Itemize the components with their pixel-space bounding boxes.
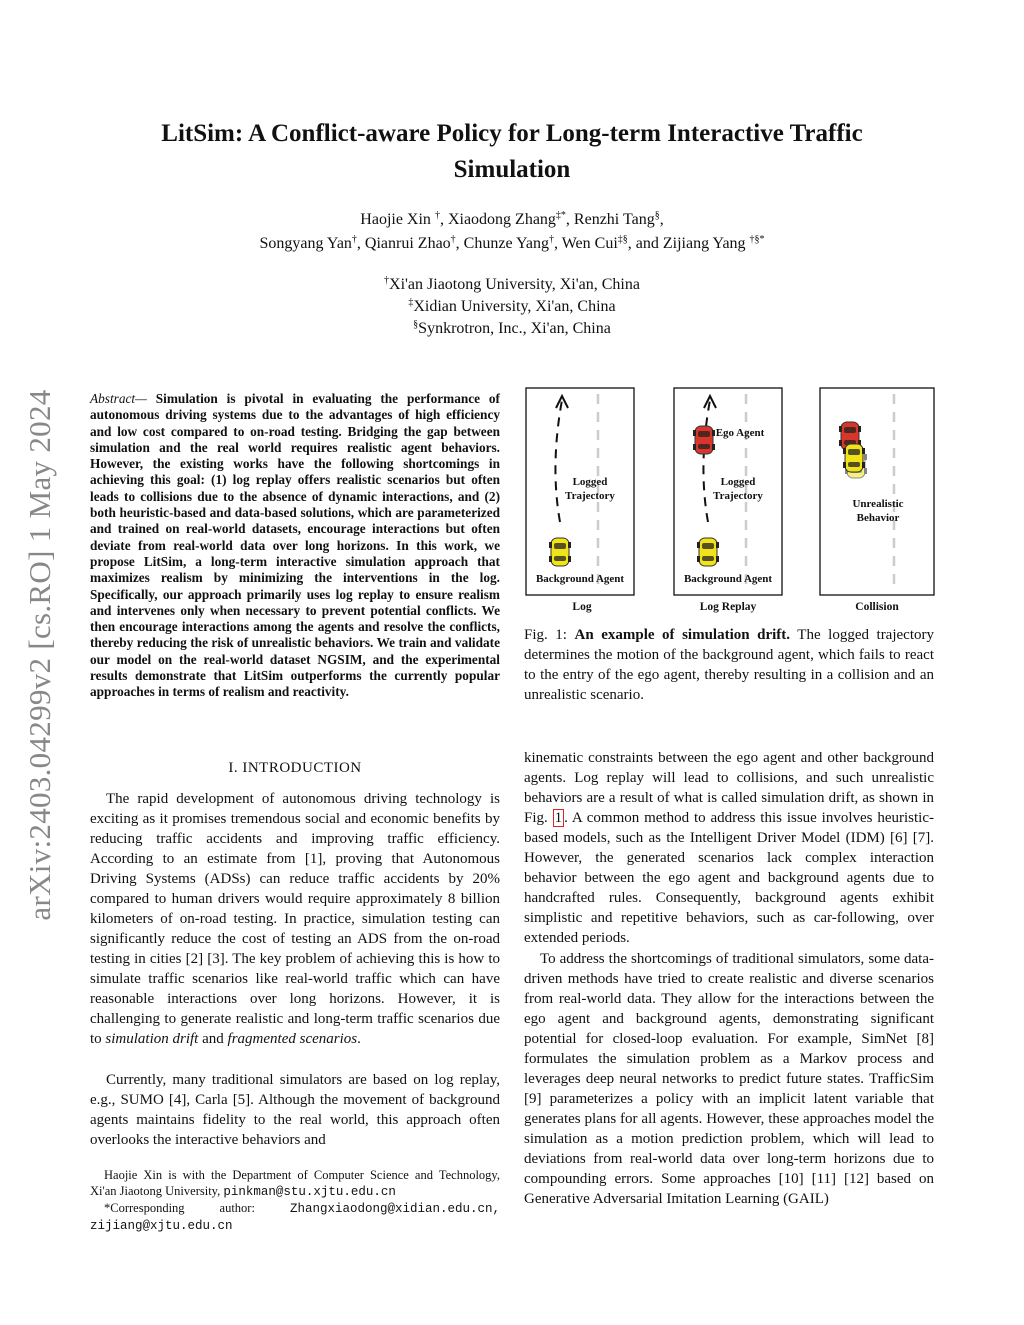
caption-label: Fig. 1: <box>524 627 575 643</box>
figure-1 <box>524 386 936 618</box>
panel-log <box>526 388 634 613</box>
footnotes <box>90 1167 500 1234</box>
emphasis: fragmented scenarios <box>227 1031 358 1047</box>
paper-title <box>110 116 914 188</box>
author-mark: † <box>450 234 456 245</box>
author-mark: † <box>351 234 357 245</box>
footnote-text: Haojie Xin is with the Department of Computer Science and Technology, Xi'an Jiaotong University, <box>90 1168 500 1198</box>
caption-title: An example of simulation drift. <box>574 627 791 643</box>
affil-text: Xidian University, Xi'an, China <box>413 298 616 315</box>
author-mark: § <box>654 210 660 221</box>
affiliation <box>110 296 914 318</box>
unrealistic-label: Behavior <box>856 512 900 524</box>
email-link[interactable]: pinkman@stu.xjtu.edu.cn <box>223 1185 396 1199</box>
section-heading: I. INTRODUCTION <box>228 760 362 776</box>
ego-label: Ego Agent <box>715 427 765 439</box>
author-mark: † <box>549 234 555 245</box>
author-mark: ‡§ <box>617 234 628 245</box>
footnote-1 <box>90 1167 500 1200</box>
abstract-text: Simulation is pivotal in evaluating the performance of autonomous driving systems due to the advantages of high efficiency and low cost compared to on-road testing. Bridging the gap between simulation and the real world requires realistic agent behaviors. However, the existing works have the following shortcomings in achieving this goal: (1) log replay offers realistic scenarios but often leads to collisions due to the absence of dynamic interactions, and (2) both heuristic-based and data-based solutions, which are parameterized and trained on real-world datasets, encourage interactions but often deviate from real-world data over long horizons. In this work, we propose LitSim, a long-term interactive simulation approach that maximizes realism by minimizing the interventions in the log. Specifically, our approach primarily uses log replay to ensure realism and intervenes only when necessary to prevent potential conflicts. We then encourage interactions among the agents and resolve the conflicts, thereby reducing the risk of unrealistic behaviors. We train and validate our model on the real-world dataset NGSIM, and the experimental results demonstrate that LitSim outperforms the currently popular approaches in terms of realism and reactivity. <box>90 391 500 700</box>
abstract <box>90 391 500 701</box>
background-car-icon <box>843 444 865 472</box>
affiliations <box>110 274 914 340</box>
emphasis: simulation drift <box>105 1031 199 1047</box>
title-line-2: Simulation <box>453 156 571 183</box>
author-name: , Chunze Yang <box>455 235 550 252</box>
author-mark: ‡* <box>555 210 566 221</box>
intro-paragraph-2 <box>90 1070 500 1150</box>
intro-text: . <box>357 1031 361 1047</box>
affiliation <box>110 274 914 296</box>
author-name: , Wen Cui <box>554 235 618 252</box>
intro-text: Currently, many traditional simulators are based on log replay, e.g., SUMO [4], Carla [5]. Although the movement of background agents maintains fidelity to the real world, this approach often overlooks the interactive behaviors and <box>90 1072 500 1148</box>
author-name: , Renzhi Tang <box>565 211 655 228</box>
arxiv-id: arXiv:2403.04299v2 [cs.RO] 1 May 2024 <box>22 389 57 921</box>
intro-text: The rapid development of autonomous driving technology is exciting as it promises tremendous social and economic benefits by reducing traffic accidents and improving traffic efficiency. According to an estimate from [1], proving that Autonomous Driving Systems (ADSs) can reduce traffic accidents by 20% compared to human drivers would require approximately 8 billion kilometers of on-road testing. In practice, simulation testing can significantly reduce the cost of testing an ADS from the on-road testing in cities [2] [3]. The key problem of achieving this is how to simulate traffic scenarios like real-world traffic which can have reasonable interactions over long horizons. However, it is challenging to generate realistic and long-term traffic scenarios due to <box>90 791 500 1047</box>
ego-car-icon <box>693 426 715 454</box>
affil-text: Synkrotron, Inc., Xi'an, China <box>418 320 611 337</box>
arxiv-stamp <box>20 350 60 960</box>
author-name: , <box>659 211 664 228</box>
author-name: , and Zijiang Yang <box>627 235 750 252</box>
body-text: To address the shortcomings of traditional simulators, some data-driven methods have tried to create realistic and diverse scenarios from real-world data. They allow for the interactions between the ego agent and background agents, demonstrating significant potential for closed-loop evaluation. For example, SimNet [8] formulates the simulation problem as a Markov process and leverages deep neural networks to predict future states. TrafficSim [9] parameterizes a policy with an implicit latent variable that generates plans for all agents. However, these approaches model the simulation as a motion prediction problem, which will lead to deviations from real-world data over long-term horizons due to compounding errors. Some approaches [10] [11] [12] based on Generative Adversarial Imitation Learning (GAIL) <box>524 951 934 1207</box>
author-mark: † <box>434 210 440 221</box>
figure-caption <box>524 625 934 705</box>
right-paragraph-2 <box>524 949 934 1209</box>
intro-text: and <box>198 1031 228 1047</box>
figure-ref-link[interactable]: 1 <box>554 810 563 826</box>
caption-text: The logged trajectory determines the motion of the background agent, which fails to react to the entry of the ego agent, thereby resulting in a collision and an unrealistic scenario. <box>524 627 934 703</box>
email-link[interactable]: Zhangxiaodong@xidian.edu.cn, zijiang@xjtu.edu.cn <box>90 1202 500 1233</box>
unrealistic-label: Unrealistic <box>852 498 904 510</box>
background-car-icon <box>549 538 571 566</box>
author-line-2 <box>110 232 914 256</box>
footnote-2 <box>90 1200 500 1234</box>
author-name: Songyang Yan <box>259 235 352 252</box>
author-name: , Qianrui Zhao <box>356 235 451 252</box>
affil-mark: † <box>384 275 390 286</box>
affiliation <box>110 318 914 340</box>
body-text: . A common method to address this issue involves heuristic-based models, such as the Intelligent Driver Model (IDM) [6] [7]. However, the generated scenarios lack complex interaction behavior between the ego agent and background agents due to handcrafted rules. Consequently, background agents exhibit simplistic and repetitive behaviors, such as car-following, over extended periods. <box>524 810 935 946</box>
panel-caption: Log Replay <box>699 601 757 613</box>
panel-caption: Log <box>572 601 592 613</box>
author-name: Haojie Xin <box>360 211 435 228</box>
panel-collision <box>820 388 934 613</box>
author-name: , Xiaodong Zhang <box>439 211 556 228</box>
traj-label: Logged <box>572 476 608 488</box>
author-mark: †§* <box>749 234 765 245</box>
abstract-label: Abstract— <box>90 391 147 406</box>
affil-mark: § <box>413 319 419 330</box>
intro-paragraph-1 <box>90 789 500 1049</box>
author-line-1 <box>110 208 914 232</box>
agent-label: Background Agent <box>683 573 773 585</box>
affil-mark: ‡ <box>408 297 414 308</box>
title-line-1: LitSim: A Conflict-aware Policy for Long-term Interactive Traffic <box>161 120 863 147</box>
author-list <box>110 208 914 256</box>
affil-text: Xi'an Jiaotong University, Xi'an, China <box>389 276 640 293</box>
panel-caption: Collision <box>855 601 899 613</box>
agent-label: Background Agent <box>535 573 625 585</box>
traj-label: Trajectory <box>713 490 763 502</box>
right-paragraph-1 <box>524 748 934 948</box>
panel-frame <box>820 388 934 595</box>
footnote-text: *Corresponding author: <box>104 1201 290 1215</box>
traj-label: Trajectory <box>565 490 615 502</box>
body-text: kinematic constraints between the ego agent and other background agents. Log replay will lead to collisions, and such unrealistic behaviors are a result of what is called simulation drift, as shown in Fig. <box>524 750 934 826</box>
panel-log-replay <box>674 388 782 613</box>
traj-label: Logged <box>720 476 756 488</box>
background-car-icon <box>697 538 719 566</box>
